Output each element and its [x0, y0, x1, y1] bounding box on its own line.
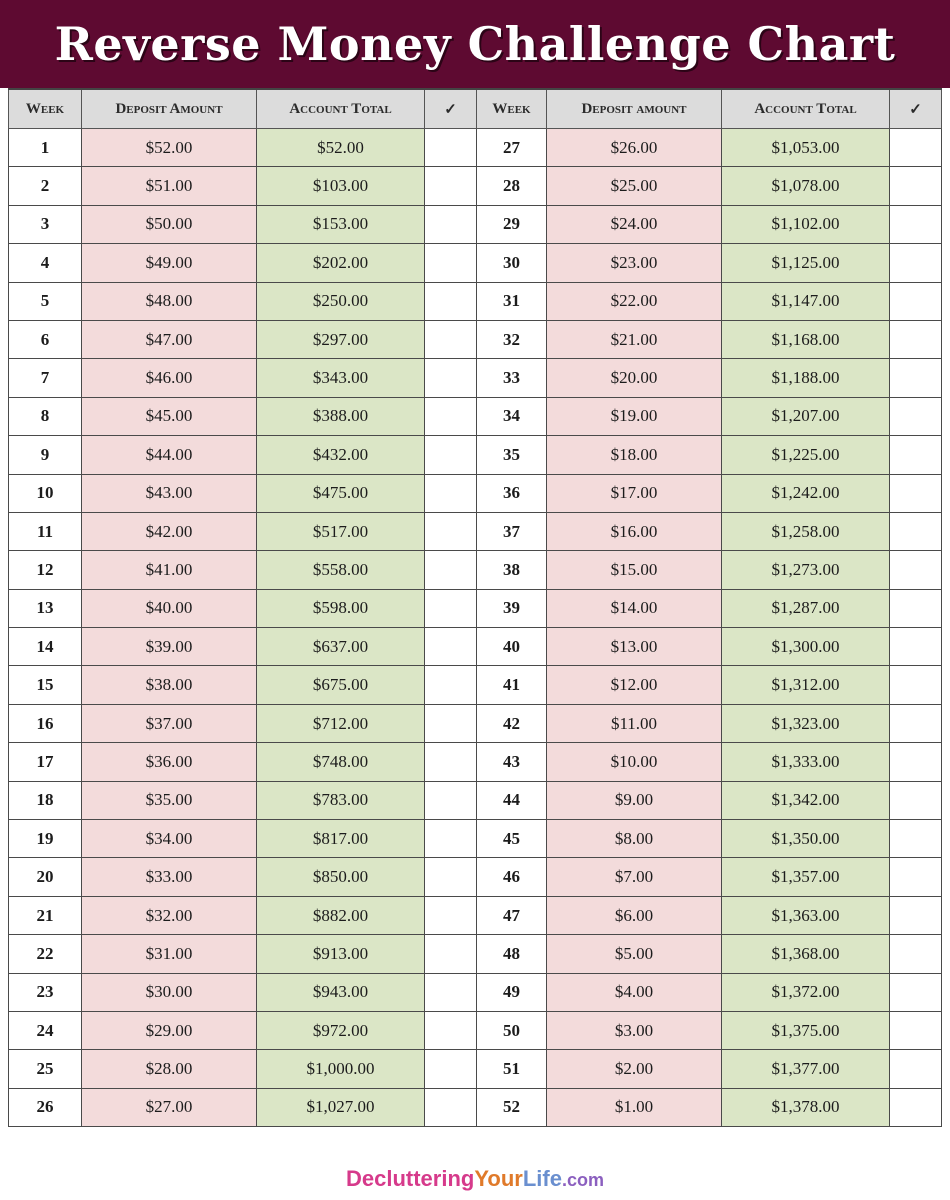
table-row	[477, 474, 942, 512]
weeks-table-right	[476, 88, 942, 1127]
deposit-amount-cell: $10.00	[547, 743, 722, 781]
account-total-cell: $1,363.00	[722, 896, 890, 934]
account-total-cell: $1,342.00	[722, 781, 890, 819]
checkbox-cell[interactable]	[425, 820, 477, 858]
deposit-amount-cell: $51.00	[82, 167, 257, 205]
checkbox-cell[interactable]	[890, 858, 942, 896]
checkbox-cell[interactable]	[425, 512, 477, 550]
week-cell: 42	[477, 704, 547, 742]
table-row	[477, 244, 942, 282]
checkbox-cell[interactable]	[425, 320, 477, 358]
account-total-cell: $1,333.00	[722, 743, 890, 781]
table-row	[477, 1011, 942, 1049]
week-cell: 22	[9, 935, 82, 973]
deposit-amount-cell: $9.00	[547, 781, 722, 819]
account-total-cell: $475.00	[257, 474, 425, 512]
week-cell: 16	[9, 704, 82, 742]
checkbox-cell[interactable]	[425, 397, 477, 435]
account-total-cell: $1,273.00	[722, 551, 890, 589]
table-row	[477, 320, 942, 358]
table-row	[9, 320, 477, 358]
table-row	[477, 589, 942, 627]
checkbox-cell[interactable]	[890, 1088, 942, 1126]
week-cell: 39	[477, 589, 547, 627]
table-row	[9, 1088, 477, 1126]
week-cell: 28	[477, 167, 547, 205]
checkbox-cell[interactable]	[425, 628, 477, 666]
deposit-amount-cell: $11.00	[547, 704, 722, 742]
account-total-cell: $1,168.00	[722, 320, 890, 358]
table-row	[477, 896, 942, 934]
week-cell: 20	[9, 858, 82, 896]
week-cell: 44	[477, 781, 547, 819]
table-row	[9, 359, 477, 397]
table-row	[9, 551, 477, 589]
week-cell: 23	[9, 973, 82, 1011]
account-total-cell: $1,323.00	[722, 704, 890, 742]
deposit-amount-cell: $50.00	[82, 205, 257, 243]
week-cell: 52	[477, 1088, 547, 1126]
week-cell: 35	[477, 436, 547, 474]
account-total-cell: $882.00	[257, 896, 425, 934]
account-total-cell: $1,258.00	[722, 512, 890, 550]
deposit-amount-cell: $13.00	[547, 628, 722, 666]
left-table-body	[9, 129, 477, 1127]
logo-part-com: .com	[561, 1170, 604, 1190]
table-row	[477, 551, 942, 589]
table-row	[477, 858, 942, 896]
week-cell: 15	[9, 666, 82, 704]
account-total-cell: $297.00	[257, 320, 425, 358]
account-total-cell: $1,207.00	[722, 397, 890, 435]
checkbox-cell[interactable]	[425, 282, 477, 320]
account-total-cell: $712.00	[257, 704, 425, 742]
account-total-cell: $748.00	[257, 743, 425, 781]
table-row	[9, 973, 477, 1011]
deposit-amount-cell: $28.00	[82, 1050, 257, 1088]
table-row	[477, 628, 942, 666]
table-row	[477, 205, 942, 243]
weeks-table-left	[8, 88, 477, 1127]
checkbox-cell[interactable]	[425, 896, 477, 934]
table-row	[477, 743, 942, 781]
checkbox-cell[interactable]	[890, 1011, 942, 1049]
deposit-amount-cell: $34.00	[82, 820, 257, 858]
deposit-amount-cell: $48.00	[82, 282, 257, 320]
deposit-amount-cell: $39.00	[82, 628, 257, 666]
checkbox-cell[interactable]	[425, 551, 477, 589]
week-cell: 19	[9, 820, 82, 858]
week-cell: 29	[477, 205, 547, 243]
week-cell: 7	[9, 359, 82, 397]
week-cell: 43	[477, 743, 547, 781]
deposit-amount-cell: $29.00	[82, 1011, 257, 1049]
account-total-cell: $388.00	[257, 397, 425, 435]
checkbox-cell[interactable]	[425, 973, 477, 1011]
deposit-amount-cell: $2.00	[547, 1050, 722, 1088]
week-cell: 45	[477, 820, 547, 858]
checkbox-cell[interactable]	[890, 743, 942, 781]
week-cell: 30	[477, 244, 547, 282]
check-header-icon: ✓	[425, 89, 477, 129]
checkbox-cell[interactable]	[890, 474, 942, 512]
table-row	[477, 359, 942, 397]
table-row	[477, 666, 942, 704]
checkbox-cell[interactable]	[425, 743, 477, 781]
account-total-cell: $972.00	[257, 1011, 425, 1049]
deposit-amount-cell: $35.00	[82, 781, 257, 819]
deposit-amount-cell: $8.00	[547, 820, 722, 858]
deposit-amount-cell: $52.00	[82, 129, 257, 167]
deposit-amount-cell: $37.00	[82, 704, 257, 742]
table-row	[9, 205, 477, 243]
site-logo	[0, 1166, 950, 1192]
checkbox-cell[interactable]	[890, 282, 942, 320]
account-total-cell: $783.00	[257, 781, 425, 819]
logo-part-decluttering: Decluttering	[346, 1166, 475, 1191]
checkbox-cell[interactable]	[890, 167, 942, 205]
deposit-amount-cell: $38.00	[82, 666, 257, 704]
week-cell: 25	[9, 1050, 82, 1088]
account-total-header: Account Total	[257, 89, 425, 129]
account-total-cell: $1,102.00	[722, 205, 890, 243]
deposit-amount-cell: $43.00	[82, 474, 257, 512]
table-row	[9, 820, 477, 858]
week-cell: 37	[477, 512, 547, 550]
checkbox-cell[interactable]	[890, 820, 942, 858]
table-row	[9, 666, 477, 704]
deposit-amount-cell: $42.00	[82, 512, 257, 550]
account-total-cell: $153.00	[257, 205, 425, 243]
checkbox-cell[interactable]	[890, 896, 942, 934]
week-cell: 9	[9, 436, 82, 474]
week-cell: 10	[9, 474, 82, 512]
week-cell: 4	[9, 244, 82, 282]
table-row	[477, 973, 942, 1011]
checkbox-cell[interactable]	[425, 129, 477, 167]
account-total-cell: $943.00	[257, 973, 425, 1011]
deposit-amount-cell: $5.00	[547, 935, 722, 973]
checkbox-cell[interactable]	[425, 1011, 477, 1049]
logo-part-your: Your	[474, 1166, 523, 1191]
table-row	[9, 896, 477, 934]
account-total-cell: $1,300.00	[722, 628, 890, 666]
week-cell: 40	[477, 628, 547, 666]
account-total-cell: $1,147.00	[722, 282, 890, 320]
table-row	[9, 704, 477, 742]
week-cell: 51	[477, 1050, 547, 1088]
deposit-amount-header: Deposit Amount	[82, 89, 257, 129]
week-cell: 26	[9, 1088, 82, 1126]
week-cell: 31	[477, 282, 547, 320]
deposit-amount-cell: $1.00	[547, 1088, 722, 1126]
account-total-cell: $1,287.00	[722, 589, 890, 627]
week-cell: 17	[9, 743, 82, 781]
deposit-amount-cell: $41.00	[82, 551, 257, 589]
table-header-row	[9, 89, 477, 129]
checkbox-cell[interactable]	[425, 935, 477, 973]
week-cell: 8	[9, 397, 82, 435]
account-total-cell: $1,078.00	[722, 167, 890, 205]
deposit-amount-cell: $49.00	[82, 244, 257, 282]
account-total-cell: $913.00	[257, 935, 425, 973]
title-banner	[0, 0, 950, 88]
deposit-amount-cell: $20.00	[547, 359, 722, 397]
table-row	[9, 781, 477, 819]
checkbox-cell[interactable]	[425, 589, 477, 627]
table-row	[477, 129, 942, 167]
checkbox-cell[interactable]	[890, 436, 942, 474]
table-row	[477, 436, 942, 474]
deposit-amount-cell: $19.00	[547, 397, 722, 435]
week-cell: 6	[9, 320, 82, 358]
account-total-cell: $1,000.00	[257, 1050, 425, 1088]
table-row	[477, 1088, 942, 1126]
table-row	[477, 935, 942, 973]
checkbox-cell[interactable]	[425, 858, 477, 896]
deposit-amount-cell: $12.00	[547, 666, 722, 704]
week-cell: 33	[477, 359, 547, 397]
logo-part-life: Life	[522, 1166, 562, 1191]
deposit-amount-cell: $40.00	[82, 589, 257, 627]
checkbox-cell[interactable]	[890, 666, 942, 704]
deposit-amount-cell: $16.00	[547, 512, 722, 550]
week-cell: 24	[9, 1011, 82, 1049]
table-row	[477, 820, 942, 858]
week-cell: 27	[477, 129, 547, 167]
table-row	[9, 167, 477, 205]
week-cell: 18	[9, 781, 82, 819]
week-cell: 21	[9, 896, 82, 934]
table-row	[9, 1050, 477, 1088]
checkbox-cell[interactable]	[890, 781, 942, 819]
deposit-amount-cell: $46.00	[82, 359, 257, 397]
table-row	[9, 935, 477, 973]
table-row	[9, 474, 477, 512]
table-row	[477, 167, 942, 205]
table-row	[9, 743, 477, 781]
deposit-amount-cell: $7.00	[547, 858, 722, 896]
account-total-cell: $517.00	[257, 512, 425, 550]
check-header-icon: ✓	[890, 89, 942, 129]
account-total-cell: $343.00	[257, 359, 425, 397]
table-row	[9, 628, 477, 666]
account-total-cell: $1,372.00	[722, 973, 890, 1011]
account-total-cell: $817.00	[257, 820, 425, 858]
account-total-cell: $1,368.00	[722, 935, 890, 973]
checkbox-cell[interactable]	[890, 512, 942, 550]
table-row	[9, 858, 477, 896]
week-header: Week	[477, 89, 547, 129]
week-cell: 3	[9, 205, 82, 243]
week-cell: 14	[9, 628, 82, 666]
deposit-amount-cell: $33.00	[82, 858, 257, 896]
checkbox-cell[interactable]	[890, 205, 942, 243]
checkbox-cell[interactable]	[890, 628, 942, 666]
checkbox-cell[interactable]	[890, 1050, 942, 1088]
table-row	[477, 397, 942, 435]
deposit-amount-cell: $6.00	[547, 896, 722, 934]
deposit-amount-cell: $24.00	[547, 205, 722, 243]
checkbox-cell[interactable]	[890, 973, 942, 1011]
account-total-cell: $1,027.00	[257, 1088, 425, 1126]
account-total-cell: $202.00	[257, 244, 425, 282]
checkbox-cell[interactable]	[425, 167, 477, 205]
checkbox-cell[interactable]	[890, 397, 942, 435]
week-cell: 38	[477, 551, 547, 589]
table-row	[477, 512, 942, 550]
deposit-amount-cell: $30.00	[82, 973, 257, 1011]
account-total-cell: $1,312.00	[722, 666, 890, 704]
checkbox-cell[interactable]	[890, 589, 942, 627]
deposit-amount-cell: $3.00	[547, 1011, 722, 1049]
week-cell: 50	[477, 1011, 547, 1049]
account-total-header: Account Total	[722, 89, 890, 129]
account-total-cell: $1,357.00	[722, 858, 890, 896]
deposit-amount-cell: $21.00	[547, 320, 722, 358]
checkbox-cell[interactable]	[425, 474, 477, 512]
table-row	[9, 589, 477, 627]
account-total-cell: $1,053.00	[722, 129, 890, 167]
week-cell: 5	[9, 282, 82, 320]
deposit-amount-cell: $31.00	[82, 935, 257, 973]
checkbox-cell[interactable]	[890, 129, 942, 167]
deposit-amount-cell: $36.00	[82, 743, 257, 781]
deposit-amount-cell: $23.00	[547, 244, 722, 282]
week-cell: 12	[9, 551, 82, 589]
deposit-amount-cell: $26.00	[547, 129, 722, 167]
week-cell: 11	[9, 512, 82, 550]
week-cell: 13	[9, 589, 82, 627]
week-cell: 48	[477, 935, 547, 973]
account-total-cell: $1,225.00	[722, 436, 890, 474]
week-cell: 2	[9, 167, 82, 205]
account-total-cell: $1,188.00	[722, 359, 890, 397]
week-cell: 1	[9, 129, 82, 167]
checkbox-cell[interactable]	[425, 704, 477, 742]
account-total-cell: $250.00	[257, 282, 425, 320]
table-row	[9, 1011, 477, 1049]
table-row	[9, 512, 477, 550]
account-total-cell: $1,377.00	[722, 1050, 890, 1088]
deposit-amount-cell: $47.00	[82, 320, 257, 358]
checkbox-cell[interactable]	[425, 359, 477, 397]
account-total-cell: $598.00	[257, 589, 425, 627]
table-row	[9, 129, 477, 167]
deposit-amount-cell: $17.00	[547, 474, 722, 512]
deposit-amount-cell: $14.00	[547, 589, 722, 627]
account-total-cell: $1,242.00	[722, 474, 890, 512]
week-cell: 46	[477, 858, 547, 896]
checkbox-cell[interactable]	[890, 320, 942, 358]
account-total-cell: $637.00	[257, 628, 425, 666]
deposit-amount-cell: $44.00	[82, 436, 257, 474]
week-cell: 32	[477, 320, 547, 358]
account-total-cell: $103.00	[257, 167, 425, 205]
deposit-amount-cell: $25.00	[547, 167, 722, 205]
page-title: Reverse Money Challenge Chart	[54, 17, 896, 71]
deposit-amount-header: Deposit amount	[547, 89, 722, 129]
checkbox-cell[interactable]	[425, 781, 477, 819]
checkbox-cell[interactable]	[425, 666, 477, 704]
table-row	[477, 1050, 942, 1088]
checkbox-cell[interactable]	[890, 935, 942, 973]
checkbox-cell[interactable]	[425, 205, 477, 243]
table-row	[477, 781, 942, 819]
week-cell: 49	[477, 973, 547, 1011]
deposit-amount-cell: $22.00	[547, 282, 722, 320]
deposit-amount-cell: $4.00	[547, 973, 722, 1011]
table-row	[9, 282, 477, 320]
checkbox-cell[interactable]	[890, 359, 942, 397]
account-total-cell: $850.00	[257, 858, 425, 896]
account-total-cell: $1,125.00	[722, 244, 890, 282]
checkbox-cell[interactable]	[890, 244, 942, 282]
table-row	[477, 704, 942, 742]
week-cell: 34	[477, 397, 547, 435]
checkbox-cell[interactable]	[425, 436, 477, 474]
table-row	[9, 397, 477, 435]
deposit-amount-cell: $18.00	[547, 436, 722, 474]
week-header: Week	[9, 89, 82, 129]
checkbox-cell[interactable]	[425, 244, 477, 282]
right-table-body	[477, 129, 942, 1127]
table-row	[477, 282, 942, 320]
table-row	[9, 244, 477, 282]
deposit-amount-cell: $45.00	[82, 397, 257, 435]
account-total-cell: $558.00	[257, 551, 425, 589]
account-total-cell: $1,350.00	[722, 820, 890, 858]
table-row	[9, 436, 477, 474]
table-header-row	[477, 89, 942, 129]
checkbox-cell[interactable]	[890, 704, 942, 742]
week-cell: 36	[477, 474, 547, 512]
account-total-cell: $1,375.00	[722, 1011, 890, 1049]
checkbox-cell[interactable]	[890, 551, 942, 589]
account-total-cell: $1,378.00	[722, 1088, 890, 1126]
week-cell: 47	[477, 896, 547, 934]
deposit-amount-cell: $32.00	[82, 896, 257, 934]
account-total-cell: $675.00	[257, 666, 425, 704]
deposit-amount-cell: $15.00	[547, 551, 722, 589]
account-total-cell: $52.00	[257, 129, 425, 167]
account-total-cell: $432.00	[257, 436, 425, 474]
checkbox-cell[interactable]	[425, 1050, 477, 1088]
deposit-amount-cell: $27.00	[82, 1088, 257, 1126]
week-cell: 41	[477, 666, 547, 704]
checkbox-cell[interactable]	[425, 1088, 477, 1126]
